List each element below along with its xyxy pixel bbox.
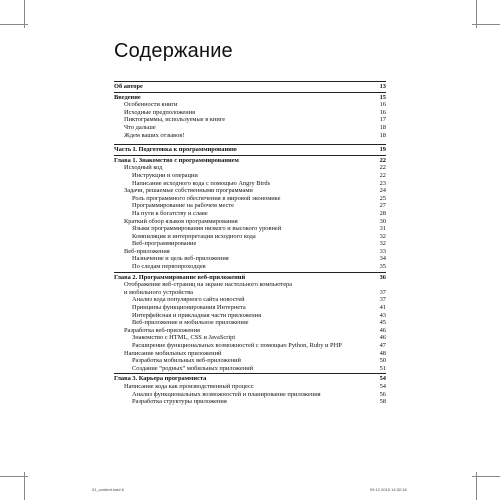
- section-rule: [114, 155, 386, 156]
- toc-entry-page: 46: [379, 326, 386, 334]
- toc-entry: [114, 342, 386, 350]
- toc-entry: [114, 132, 386, 140]
- toc-entry-title: Веб-приложение и мобильное приложение: [132, 319, 249, 327]
- toc-entry-title: Веб-программирование: [132, 240, 197, 248]
- toc-entry: [114, 180, 386, 188]
- toc-entry-page: 15: [379, 93, 386, 101]
- toc-entry-page: 32: [379, 240, 386, 248]
- toc-entry-title: По следам первопроходцев: [132, 263, 206, 271]
- toc-entry-title: Анализ кода популярного сайта новостей: [132, 296, 245, 304]
- toc-entry-page: 17: [379, 116, 386, 124]
- toc-entry-title: Глава 3. Карьера программиста: [114, 375, 207, 383]
- toc-entry-title: Программирование на рабочем месте: [132, 202, 234, 210]
- page-title: Содержание: [114, 40, 233, 62]
- toc-entry-page: 27: [379, 202, 386, 210]
- toc-entry: [114, 391, 386, 399]
- toc-entry-title: Роль программного обеспечения в мировой экономике: [132, 194, 281, 202]
- toc-entry-title: Глава 2. Программирование веб-приложений: [114, 273, 246, 281]
- toc-entry: [114, 116, 386, 124]
- toc-entry: [114, 312, 386, 320]
- toc-entry-title: Особенности книги: [124, 101, 178, 109]
- toc-entry-page: 18: [379, 131, 386, 139]
- toc-entry-title: Исходные предположения: [124, 108, 196, 116]
- toc-entry: [114, 187, 386, 195]
- toc-entry: [114, 240, 386, 248]
- toc-entry: [114, 146, 386, 154]
- toc-entry-page: 37: [379, 296, 386, 304]
- toc-entry-page: 31: [379, 225, 386, 233]
- toc-entry: [114, 375, 386, 383]
- toc-entry: [114, 172, 386, 180]
- toc-entry: [114, 225, 386, 233]
- toc-entry-title: Разработка веб-приложения: [124, 326, 200, 334]
- toc-entry: [114, 357, 386, 365]
- toc-entry: [114, 202, 386, 210]
- toc-entry-page: 22: [379, 156, 386, 164]
- toc-entry: [114, 319, 386, 327]
- toc-entry-title: Интерфейсная и прикладная части приложения: [132, 311, 262, 319]
- toc-entry-page: 51: [379, 364, 386, 372]
- toc-entry-title: Введение: [114, 93, 141, 101]
- toc-entry-title: Компиляция и интерпретация исходного кода: [132, 232, 256, 240]
- toc-entry-title: Исходный код: [124, 164, 163, 172]
- toc-entry-page: 58: [379, 398, 386, 406]
- toc-entry-title: Глава 1. Знакомство с программированием: [114, 156, 239, 164]
- toc-entry-page: 16: [379, 108, 386, 116]
- toc-entry: [114, 164, 386, 172]
- toc-entry: [114, 365, 386, 373]
- toc-entry-title: Написание мобильных приложений: [124, 349, 222, 357]
- toc-entry-page: 56: [379, 390, 386, 398]
- toc-entry: [114, 157, 386, 165]
- toc-entry: [114, 218, 386, 226]
- toc-entry-page: 54: [379, 382, 386, 390]
- toc-entry: [114, 210, 386, 218]
- toc-entry: [114, 255, 386, 263]
- toc-entry-page: 23: [379, 179, 386, 187]
- toc-entry: [114, 94, 386, 102]
- toc-entry-page: 34: [379, 255, 386, 263]
- toc-entry-title: Принципы функционирования Интернета: [132, 304, 246, 312]
- toc-entry-page: 47: [379, 342, 386, 349]
- toc-entry-page: 32: [379, 232, 386, 240]
- toc-entry-page: 18: [379, 123, 386, 131]
- toc-entry-page: 30: [379, 217, 386, 225]
- toc-entry-page: 25: [379, 194, 386, 202]
- toc-entry-title: Задачи, решаемые собственными программами: [124, 187, 253, 195]
- toc-entry: [114, 304, 386, 312]
- crop-mark: [0, 24, 28, 25]
- toc-entry-title: Назначение и цель веб-приложения: [132, 255, 229, 263]
- toc-entry-page: 48: [379, 349, 386, 357]
- toc-entry-title: Анализ функциональных возможностей и планирование приложения: [132, 390, 321, 398]
- toc-entry-page: 36: [379, 273, 386, 281]
- section-rule: [114, 81, 386, 82]
- toc-entry: [114, 195, 386, 203]
- toc-entry: [114, 350, 386, 358]
- toc-entry-title: и мобильного устройства: [124, 288, 194, 296]
- toc-entry: [114, 124, 386, 132]
- toc-entry-page: 46: [379, 334, 386, 342]
- toc-entry-title: На пути к богатству и славе: [132, 209, 208, 217]
- toc-entry: [114, 101, 386, 109]
- toc-entry: [114, 274, 386, 282]
- toc-entry-page: 13: [379, 83, 386, 90]
- section-rule: [114, 92, 386, 93]
- toc-entry-title: Разработка мобильных веб-приложений: [132, 357, 241, 365]
- section-rule: [114, 373, 386, 374]
- toc-entry-title: Пиктограммы, используемые в книге: [124, 116, 226, 124]
- toc-entry-title: Написание исходного кода с помощью Angry Birds: [132, 179, 271, 187]
- toc-entry-title: Об авторе: [114, 83, 143, 90]
- toc-entry-title: Отображение веб-страниц на экране настольного компьютера: [124, 281, 293, 289]
- toc-entry-page: 54: [379, 375, 386, 383]
- toc-entry-title: Краткий обзор языков программирования: [124, 217, 238, 225]
- toc-entry-page: 50: [379, 357, 386, 365]
- toc-entry: [114, 281, 386, 289]
- toc-entry: [114, 109, 386, 117]
- toc-entry-title: Инструкции и операции: [132, 171, 198, 179]
- toc-entry-page: 45: [379, 319, 386, 327]
- toc-entry: [114, 83, 386, 91]
- table-of-contents: [114, 80, 386, 406]
- toc-entry: [114, 289, 386, 297]
- toc-entry-page: 28: [379, 209, 386, 217]
- toc-entry-page: 33: [379, 247, 386, 255]
- toc-entry-title: Часть I. Подготовка к программированию: [114, 146, 237, 154]
- toc-entry: [114, 383, 386, 391]
- toc-entry: [114, 263, 386, 271]
- crop-mark: [472, 24, 500, 25]
- toc-entry-title: Ждем ваших отзывов!: [124, 131, 185, 139]
- footer-file-info: 01_content.indd 6: [92, 487, 124, 492]
- toc-entry-page: 37: [379, 288, 386, 296]
- toc-entry: [114, 296, 386, 304]
- toc-entry-page: 35: [379, 263, 386, 271]
- toc-entry: [114, 233, 386, 241]
- crop-mark: [472, 476, 500, 477]
- toc-entry-title: Языки программирования низкого и высокого уровней: [132, 225, 282, 233]
- toc-entry-title: Веб-приложения: [124, 247, 170, 255]
- toc-entry-page: 22: [379, 171, 386, 179]
- toc-entry-title: Расширение функциональных возможностей с помощью Python, Ruby и PHP: [132, 342, 342, 349]
- toc-entry-title: Написание кода как производственный процесс: [124, 382, 254, 390]
- crop-mark: [0, 476, 28, 477]
- section-rule: [114, 144, 386, 145]
- toc-entry-page: 19: [379, 146, 386, 154]
- toc-entry: [114, 334, 386, 342]
- toc-entry: [114, 398, 386, 406]
- toc-entry-title: Что дальше: [124, 123, 156, 131]
- toc-entry-page: 24: [379, 187, 386, 195]
- toc-entry-page: 41: [379, 304, 386, 312]
- toc-entry-title: Знакомство с HTML, CSS и JavaScript: [132, 334, 236, 342]
- toc-entry-title: Разработка структуры приложения: [132, 398, 227, 406]
- toc-entry-page: 22: [379, 164, 386, 172]
- toc-entry: [114, 327, 386, 335]
- toc-entry: [114, 248, 386, 256]
- section-rule: [114, 272, 386, 273]
- toc-entry-page: 16: [379, 101, 386, 109]
- footer-timestamp: 09.12.2015 14:32:16: [370, 487, 407, 492]
- toc-entry-page: 43: [379, 311, 386, 319]
- toc-entry-title: Создание “родных” мобильных приложений: [132, 364, 254, 372]
